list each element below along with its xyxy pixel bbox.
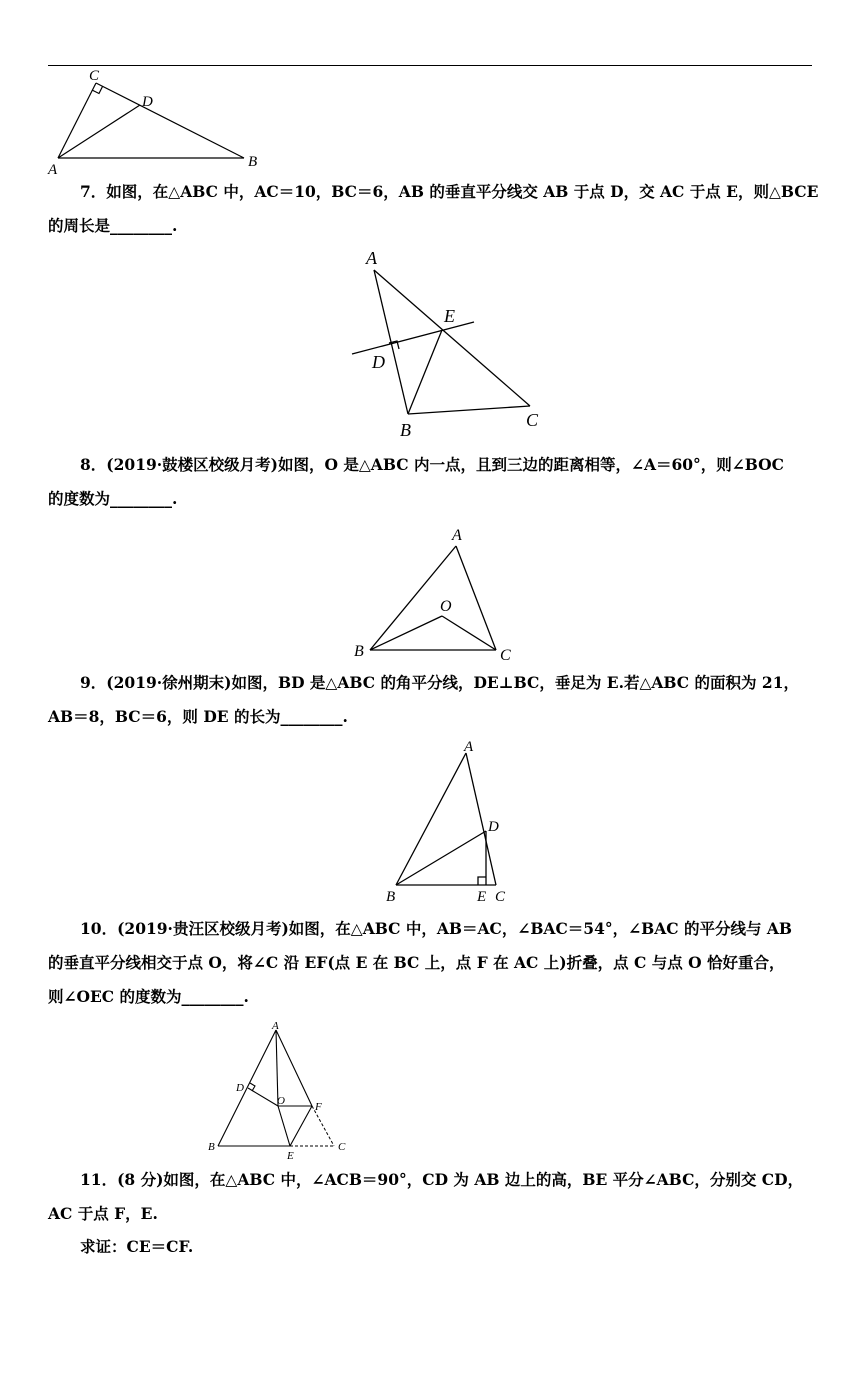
q10-line2: 的垂直平分线相交于点 O，将∠C 沿 EF(点 E 在 BC 上，点 F 在 AC 上)折叠，点 C 与点 O 恰好重合，: [48, 953, 785, 972]
q11-line2: AC 于点 F，E.: [48, 1204, 158, 1223]
figure-q9: [380, 735, 530, 907]
fig7-label-c: C: [526, 410, 539, 430]
q10-line3: 则∠OEC 的度数为________.: [48, 987, 249, 1006]
q8-line1: 8．(2019·鼓楼区校级月考)如图，O 是△ABC 内一点，且到三边的距离相等，∠A＝60°，则∠BOC: [80, 455, 785, 474]
fig6-label-b: B: [248, 154, 258, 170]
fig7-label-a: A: [366, 248, 377, 268]
fig7-label-e: E: [444, 306, 455, 326]
fig10-label-o: O: [277, 1095, 285, 1107]
figure-q7: [340, 244, 550, 444]
fig7-label-b: B: [400, 420, 411, 440]
q7-line2: 的周长是________.: [48, 216, 178, 235]
figure-q8: [346, 522, 526, 664]
fig8-label-a: A: [452, 527, 462, 544]
fig10-label-a: A: [272, 1020, 279, 1032]
fig9-label-e: E: [477, 889, 487, 905]
fig8-label-c: C: [500, 647, 511, 664]
fig9-label-b: B: [386, 889, 396, 905]
figure-q6: [44, 68, 274, 178]
fig9-label-a: A: [464, 739, 474, 755]
figure-q10: [200, 1016, 360, 1162]
header-rule-left: [48, 65, 260, 66]
fig10-label-e: E: [287, 1150, 294, 1162]
q11-line1: 11．(8 分)如图，在△ABC 中，∠ACB＝90°，CD 为 AB 边上的高，BE 平分∠ABC，分别交 CD，: [80, 1170, 804, 1189]
fig10-label-c: C: [338, 1141, 346, 1153]
fig10-label-f: F: [315, 1101, 322, 1113]
header-rule-right: [260, 65, 812, 66]
fig9-label-c: C: [495, 889, 506, 905]
fig8-label-o: O: [440, 598, 452, 615]
fig10-label-b: B: [208, 1141, 215, 1153]
q9-line1: 9．(2019·徐州期末)如图，BD 是△ABC 的角平分线，DE⊥BC，垂足为 E.若△ABC 的面积为 21，: [80, 673, 799, 692]
q8-line2: 的度数为________.: [48, 489, 178, 508]
fig10-label-d: D: [236, 1082, 244, 1094]
q7-line1: 7．如图，在△ABC 中，AC＝10，BC＝6，AB 的垂直平分线交 AB 于点 D，交 AC 于点 E，则△BCE: [80, 182, 819, 201]
fig6-label-d: D: [142, 94, 153, 110]
fig9-label-d: D: [488, 819, 499, 835]
q10-line1: 10．(2019·贵汪区校级月考)如图，在△ABC 中，AB＝AC，∠BAC＝54°，∠BAC 的平分线与 AB: [80, 919, 792, 938]
q9-line2: AB＝8，BC＝6，则 DE 的长为________.: [48, 707, 348, 726]
fig7-label-d: D: [372, 352, 385, 372]
fig6-label-c: C: [89, 68, 100, 84]
fig6-label-a: A: [48, 162, 58, 178]
q11-line3: 求证：CE＝CF.: [80, 1237, 194, 1256]
fig8-label-b: B: [354, 643, 364, 660]
